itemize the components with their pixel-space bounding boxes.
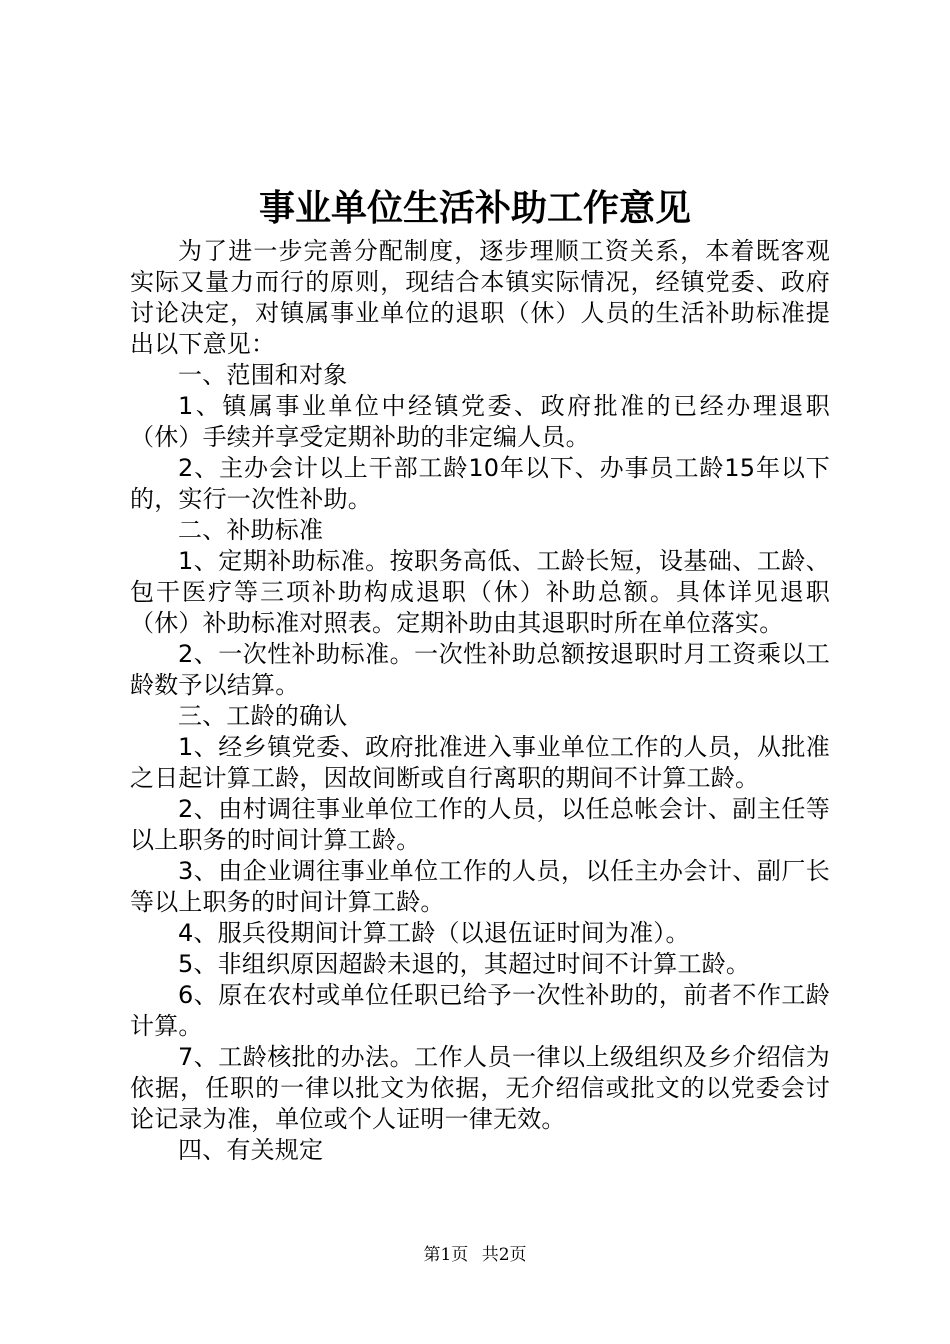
page-footer <box>0 1244 950 1266</box>
standards-item-2-text: 一次性补助总额按退职时月工资乘以工龄数予以结算。 <box>130 640 830 699</box>
standards-item-2-lead: 2、一次性补助标准。 <box>178 640 415 668</box>
standards-item-1 <box>130 546 830 639</box>
scope-item-2: 2、主办会计以上干部工龄10年以下、办事员工龄15年以下的，实行一次性补助。 <box>130 454 830 513</box>
document-title: 事业单位生活补助工作意见 <box>258 187 691 229</box>
seniority-item-7 <box>130 1042 830 1135</box>
seniority-item-3: 3、由企业调往事业单位工作的人员，以任主办会计、副厂长等以上职务的时间计算工龄。 <box>130 857 830 916</box>
scope-item-1: 1、镇属事业单位中经镇党委、政府批准的已经办理退职（休）手续并享受定期补助的非定编人员。 <box>130 392 830 451</box>
seniority-item-4: 4、服兵役期间计算工龄（以退伍证时间为准）。 <box>178 919 690 947</box>
intro-paragraph: 为了进一步完善分配制度，逐步理顺工资关系，本着既客观实际又量力而行的原则，现结合本镇实际情况，经镇党委、政府讨论决定，对镇属事业单位的退职（休）人员的生活补助标准提出以下意见： <box>130 237 830 358</box>
standards-item-1-lead: 1、定期补助标准。 <box>178 547 390 575</box>
seniority-item-1: 1、经乡镇党委、政府批准进入事业单位工作的人员，从批准之日起计算工龄，因故间断或自行离职的期间不计算工龄。 <box>130 733 830 792</box>
seniority-item-7-lead: 7、工龄核批的办法。 <box>178 1043 415 1071</box>
page-number-total: 共2页 <box>481 1245 527 1265</box>
document-body <box>130 236 830 1166</box>
seniority-item-7-text: 工作人员一律以上级组织及乡介绍信为依据，任职的一律以批文为依据，无介绍信或批文的以党委会讨论记录为准，单位或个人证明一律无效。 <box>130 1043 830 1133</box>
seniority-item-5: 5、非组织原因超龄未退的，其超过时间不计算工龄。 <box>178 950 751 978</box>
seniority-item-6: 6、原在农村或单位任职已给予一次性补助的，前者不作工龄计算。 <box>130 981 830 1040</box>
seniority-item-2: 2、由村调往事业单位工作的人员，以任总帐会计、副主任等以上职务的时间计算工龄。 <box>130 795 830 854</box>
standards-item-2 <box>130 639 830 701</box>
section-heading-scope: 一、范围和对象 <box>178 361 348 389</box>
standards-item-1-text: 按职务高低、工龄长短，设基础、工龄、包干医疗等三项补助构成退职（休）补助总额。具体详见退职（休）补助标准对照表。定期补助由其退职时所在单位落实。 <box>130 547 830 637</box>
section-heading-regulations: 四、有关规定 <box>178 1136 324 1164</box>
page-number-current: 第1页 <box>423 1245 469 1265</box>
section-heading-standards: 二、补助标准 <box>178 516 324 544</box>
section-heading-seniority: 三、工龄的确认 <box>178 702 348 730</box>
